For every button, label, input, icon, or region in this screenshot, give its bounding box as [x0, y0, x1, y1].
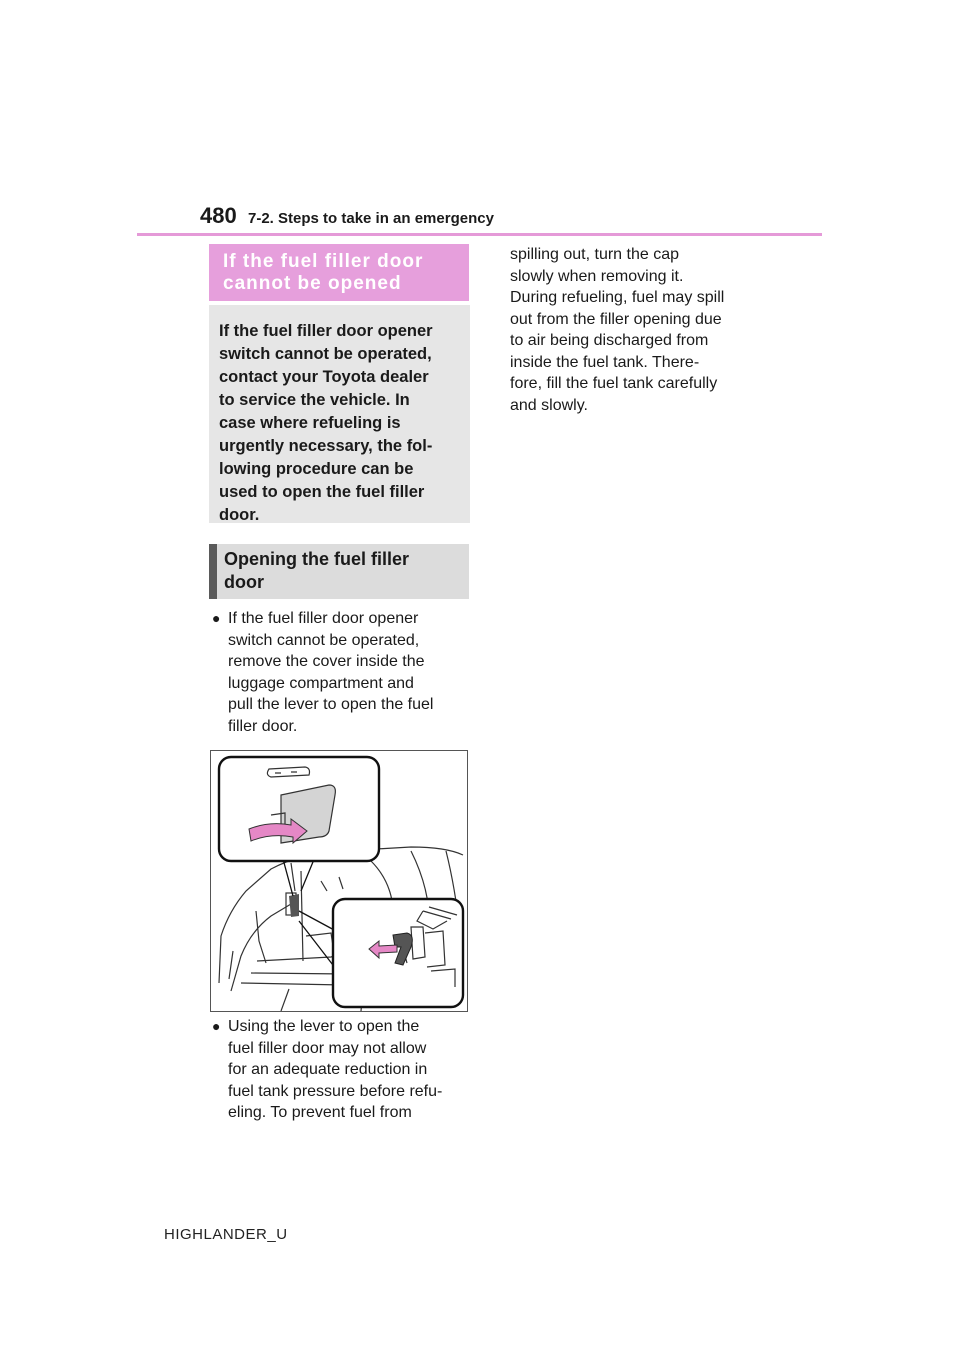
- footer-model-code: HIGHLANDER_U: [164, 1226, 288, 1243]
- bullet-text-continued: [510, 244, 750, 416]
- bullet-text-part-1: Using the lever to open the fuel filler door may not allow for an adequate reduction in fuel tank pressure before refu- eling. To prevent fuel from: [228, 1018, 443, 1121]
- section-title: 7-2. Steps to take in an emergency: [248, 210, 494, 227]
- bullet-text-part-2: spilling out, turn the cap slowly when removing it. During refueling, fuel may spill out from the filler opening due to air being discharged from inside the fuel tank. There- fore, fill the fuel tank carefully and slowly.: [510, 246, 725, 414]
- bullet-dot-icon: ●: [212, 610, 221, 626]
- header-divider: [137, 233, 822, 236]
- page-number: 480: [200, 203, 237, 228]
- figure-fuel-lever: [210, 750, 468, 1012]
- intro-text: If the fuel filler door opener switch cannot be operated, contact your Toyota dealer to service the vehicle. In case where refueling is urgently necessary, the fol- lowing procedure can be used to open the fuel filler door.: [219, 322, 433, 524]
- bullet-text: If the fuel filler door opener switch cannot be operated, remove the cover inside the luggage compartment and pull the lever to open the fuel filler door.: [228, 610, 434, 735]
- sub-heading: [209, 544, 469, 599]
- bullet-dot-icon: ●: [212, 1018, 221, 1034]
- luggage-compartment-fuel-lever-illustration: [211, 751, 467, 1011]
- bullet-item: [212, 1016, 474, 1124]
- sub-heading-text: Opening the fuel filler door: [224, 549, 410, 592]
- main-heading-text: If the fuel filler door cannot be opened: [223, 251, 424, 294]
- main-heading: [209, 244, 469, 301]
- bullet-item: [212, 608, 474, 737]
- intro-box: [209, 305, 470, 523]
